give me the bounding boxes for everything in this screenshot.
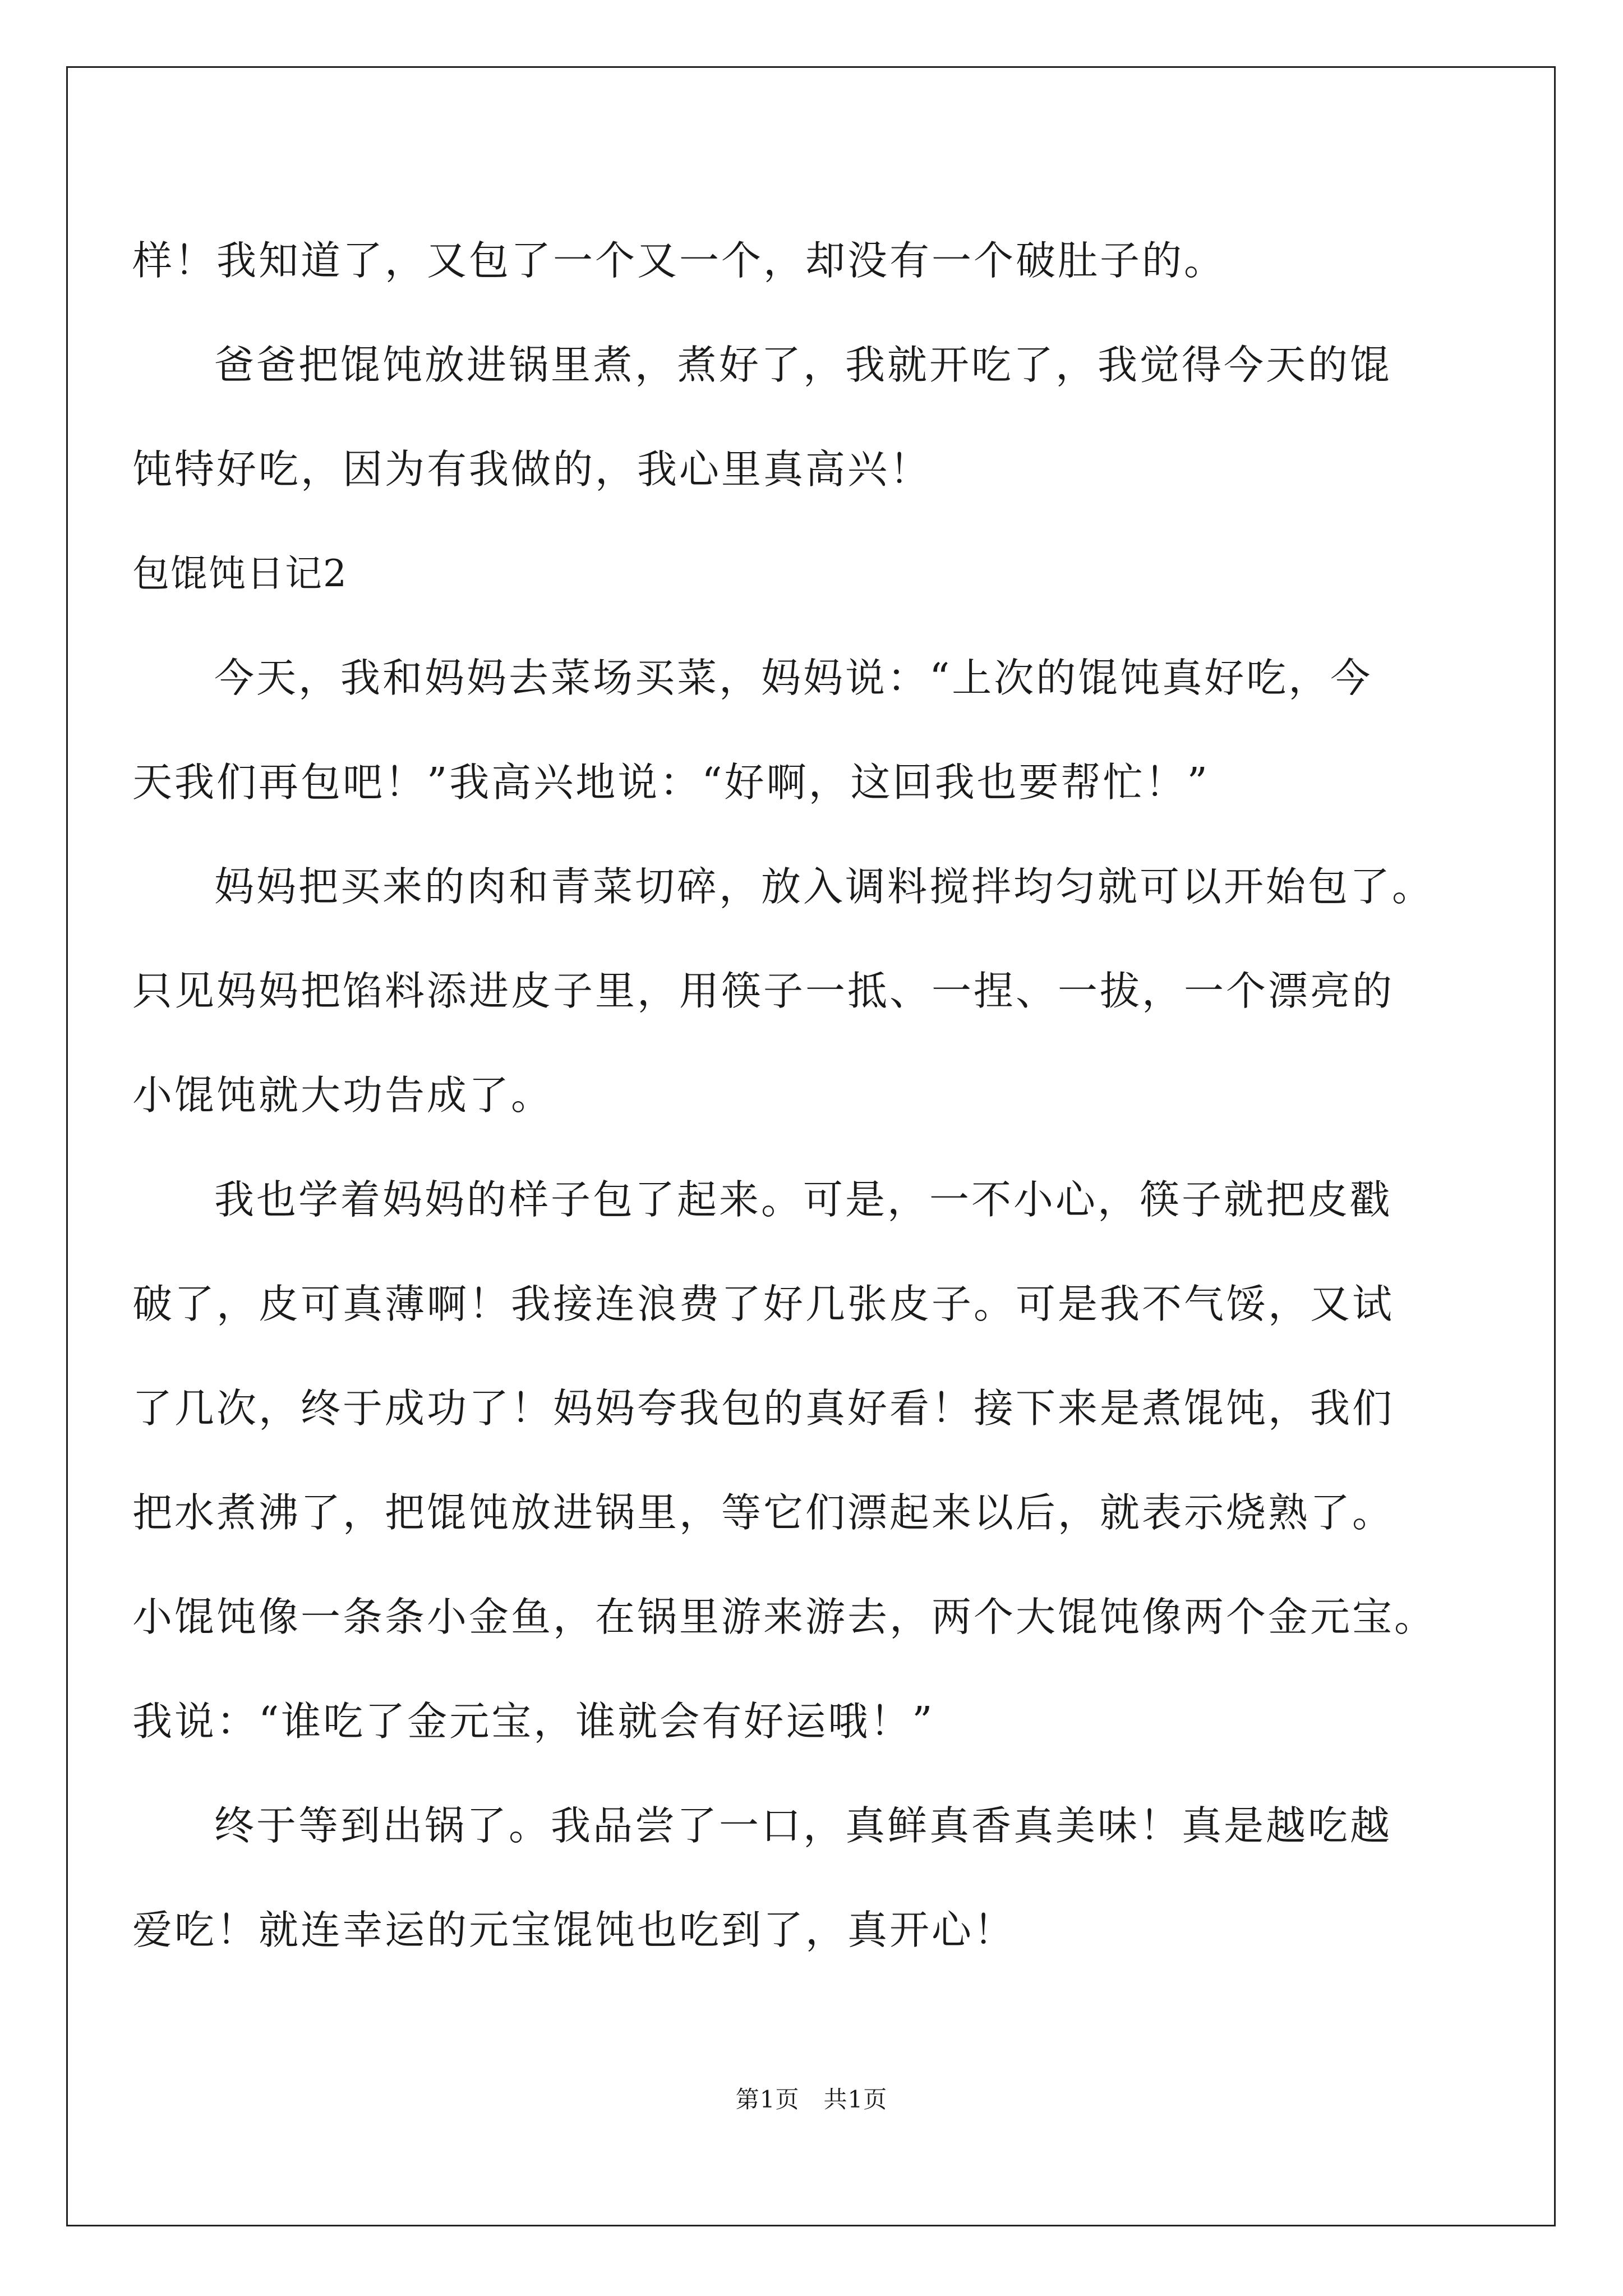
document-body [132, 209, 1490, 1982]
text-line: 小馄饨就大功告成了。 [132, 1072, 554, 1119]
text-line: 把水煮沸了，把馄饨放进锅里，等它们漂起来以后，就表示烧熟了。 [132, 1489, 1395, 1536]
section-heading: 包馄饨日记2 [132, 552, 348, 595]
text-line: 爱吃！就连幸运的元宝馄饨也吃到了，真开心！ [132, 1907, 1016, 1953]
text-line: 我说：“谁吃了金元宝，谁就会有好运哦！” [132, 1698, 935, 1745]
page-number: 第1页 共1页 [735, 2086, 888, 2113]
text-line: 破了，皮可真薄啊！我接连浪费了好几张皮子。可是我不气馁，又试 [132, 1281, 1395, 1327]
text-line: 饨特好吃，因为有我做的，我心里真高兴！ [132, 446, 932, 493]
text-line: 样！我知道了，又包了一个又一个，却没有一个破肚子的。 [132, 237, 1227, 284]
paragraph-start: 今天，我和妈妈去菜场买菜，妈妈说：“上次的馄饨真好吃，今 [214, 655, 1373, 701]
text-line: 小馄饨像一条条小金鱼，在锅里游来游去，两个大馄饨像两个金元宝。 [132, 1594, 1437, 1640]
paragraph-start: 终于等到出锅了。我品尝了一口，真鲜真香真美味！真是越吃越 [214, 1802, 1393, 1849]
paragraph-start: 妈妈把买来的肉和青菜切碎，放入调料搅拌均匀就可以开始包了。 [214, 863, 1435, 910]
text-line: 只见妈妈把馅料添进皮子里，用筷子一抵、一捏、一拔，一个漂亮的 [132, 968, 1395, 1014]
text-line: 了几次，终于成功了！妈妈夸我包的真好看！接下来是煮馄饨，我们 [132, 1385, 1395, 1432]
text-line: 天我们再包吧！”我高兴地说：“好啊，这回我也要帮忙！” [132, 759, 1210, 806]
paragraph-start: 我也学着妈妈的样子包了起来。可是，一不小心，筷子就把皮戳 [214, 1176, 1393, 1223]
paragraph-start: 爸爸把馄饨放进锅里煮，煮好了，我就开吃了，我觉得今天的馄 [214, 342, 1393, 388]
